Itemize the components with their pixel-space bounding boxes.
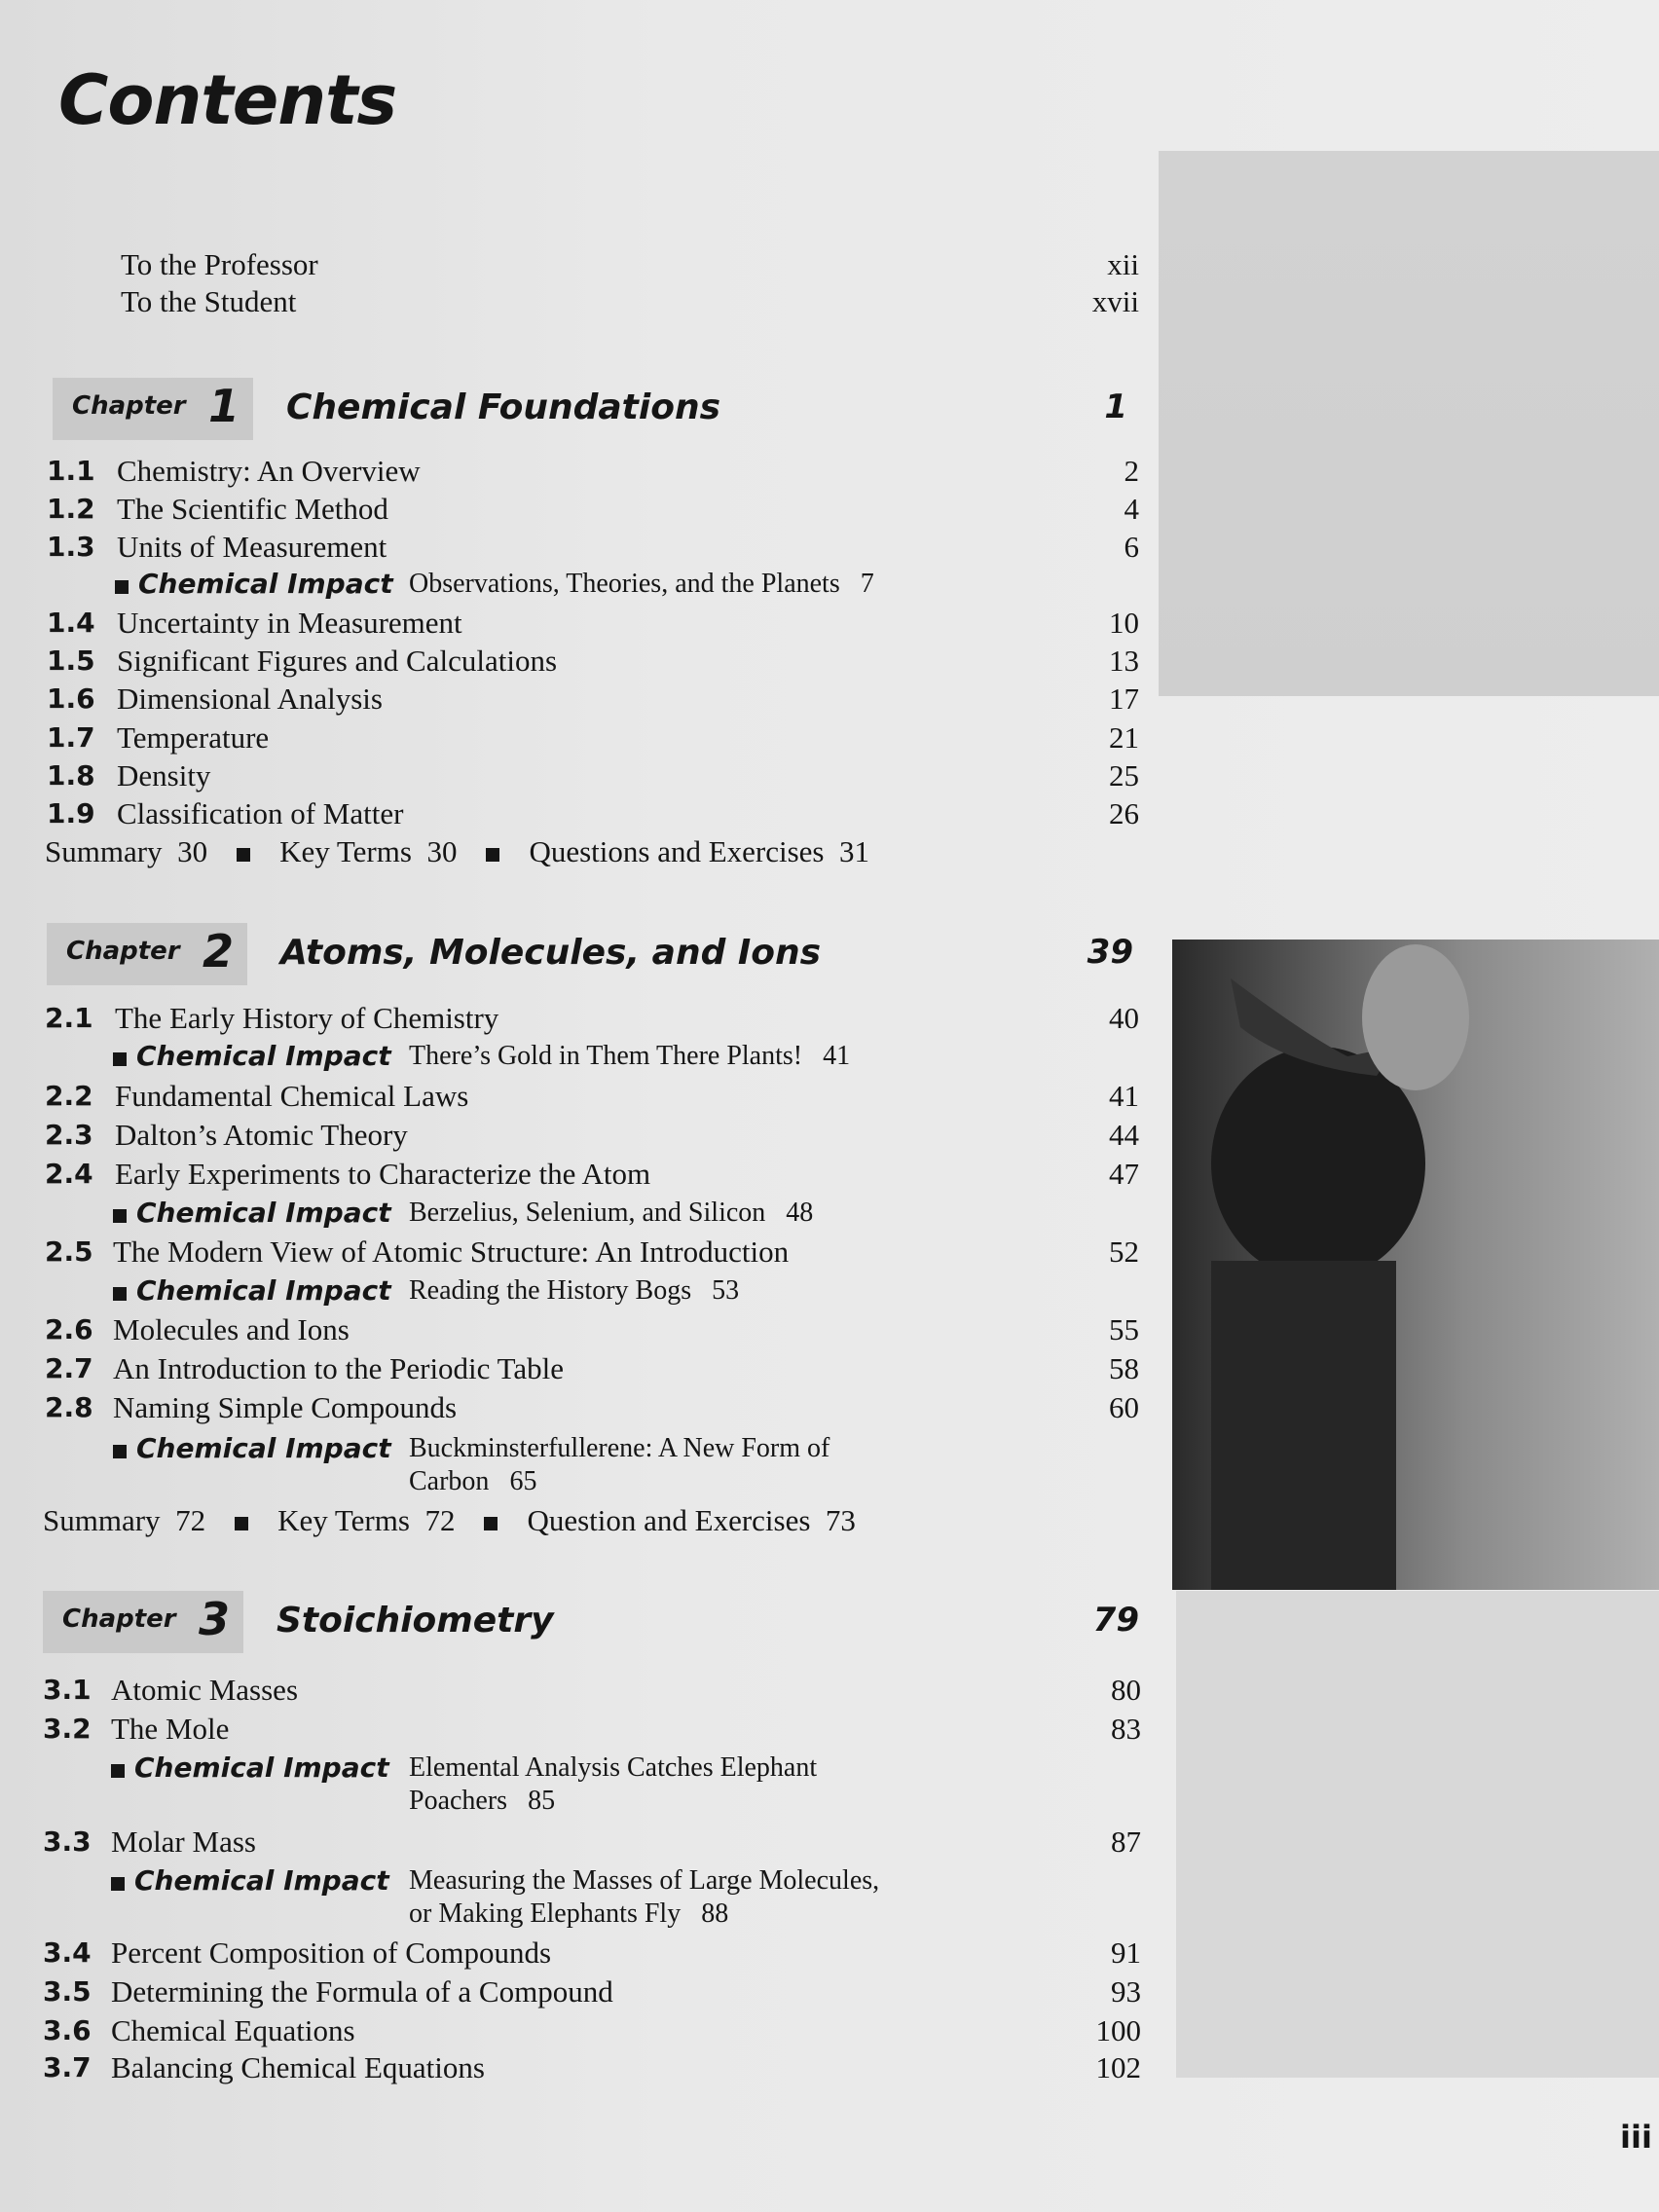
section-number: 2.8 [45,1391,93,1423]
chemical-impact-label: Chemical Impact [136,1197,391,1229]
section-page: 13 [1109,644,1139,678]
page-title: Contents [58,60,397,140]
chapter-heading-1[interactable] [53,378,1127,440]
section-page: 55 [1109,1312,1139,1346]
chemical-impact-title: Buckminsterfullerene: A New Form of [409,1433,830,1463]
section-number: 1.5 [47,645,95,677]
chemical-impact-entry[interactable] [0,565,1659,604]
toc-section[interactable] [0,1934,1659,1972]
chapter-title: Chemical Foundations [286,387,721,427]
section-label: Density [117,758,211,793]
section-number: 2.1 [45,1002,93,1034]
chapter-page: 39 [1087,933,1133,972]
section-label: Temperature [117,720,270,755]
toc-section[interactable] [0,642,1659,681]
chemical-impact-page: 65 [509,1466,537,1496]
bullet-square-icon [486,848,499,862]
key-terms-label: Key Terms [279,834,412,868]
section-number: 2.4 [45,1158,93,1190]
bullet-square-icon [237,848,250,862]
chapter-summary-line [45,832,869,871]
key-terms-page: 72 [424,1503,456,1537]
section-label: Uncertainty in Measurement [117,606,462,640]
section-number: 3.1 [43,1674,92,1706]
section-label: Units of Measurement [117,530,387,564]
toc-section[interactable] [0,452,1659,491]
section-number: 3.7 [43,2051,92,2083]
section-number: 1.8 [47,759,95,792]
chemical-impact-label: Chemical Impact [138,568,393,600]
section-page: 26 [1109,796,1139,830]
summary-label: Summary [43,1503,161,1537]
section-page: 17 [1109,682,1139,716]
chapter-word: Chapter [66,937,180,966]
section-page: 58 [1109,1351,1139,1385]
section-page: 2 [1124,454,1139,488]
section-number: 1.1 [47,455,95,487]
section-page: 80 [1111,1673,1141,1707]
section-page: 6 [1124,530,1139,564]
key-terms-label: Key Terms [277,1503,410,1537]
chapter-heading-2[interactable] [47,923,1133,985]
chemical-impact-label: Chemical Impact [134,1751,389,1784]
bullet-square-icon [111,1877,125,1891]
toc-section[interactable] [0,1972,1659,2011]
section-label: Dimensional Analysis [117,682,383,716]
chemical-impact-continuation [0,1462,1659,1501]
section-number: 1.4 [47,607,95,639]
chapter-word: Chapter [62,1604,176,1634]
section-page: 41 [1109,1079,1139,1113]
section-page: 52 [1109,1235,1139,1269]
section-label: Significant Figures and Calculations [117,644,558,678]
section-label: Chemical Equations [111,2013,355,2047]
section-label: Percent Composition of Compounds [111,1936,552,1970]
section-number: 2.5 [45,1235,93,1268]
section-number: 3.6 [43,2014,92,2046]
chapter-title: Atoms, Molecules, and Ions [280,933,822,973]
chemical-impact [113,1037,405,1077]
chemical-impact-label: Chemical Impact [134,1864,389,1897]
section-page: 91 [1111,1936,1141,1970]
section-page: 4 [1124,492,1139,526]
toc-front-student[interactable] [0,282,1659,321]
chemical-impact-page: 48 [786,1198,814,1228]
toc-label: To the Student [121,284,297,318]
section-label: Naming Simple Compounds [113,1390,458,1424]
chemical-impact-page: 53 [712,1275,740,1306]
chapter-word: Chapter [72,391,186,421]
chapter-number: 3 [199,1593,231,1645]
toc-section[interactable] [0,680,1659,719]
summary-label: Summary [45,834,163,868]
section-label: Atomic Masses [111,1673,299,1707]
section-label: Determining the Formula of a Compound [111,1974,613,2009]
section-page: 40 [1109,1001,1139,1035]
chemical-impact-page: 7 [860,569,874,599]
chemical-impact-title: There’s Gold in Them There Plants! 41 [409,1041,851,1071]
section-label: An Introduction to the Periodic Table [113,1351,565,1385]
chemical-impact-title: Measuring the Masses of Large Molecules, [409,1865,880,1896]
chemical-impact-page: 41 [823,1041,851,1071]
chemical-impact-label: Chemical Impact [136,1040,391,1072]
section-page: 102 [1095,2050,1141,2084]
toc-section[interactable] [0,490,1659,529]
chemical-impact-title: Berzelius, Selenium, and Silicon 48 [409,1198,814,1228]
chemical-impact [113,1194,405,1234]
questions-label: Questions and Exercises [529,834,825,868]
chapter-number: 2 [203,925,235,977]
chemical-impact-entry[interactable] [0,1194,1659,1233]
section-page: 93 [1111,1974,1141,2009]
chapter-title: Stoichiometry [276,1601,554,1641]
section-page: 83 [1111,1712,1141,1746]
section-page: 47 [1109,1157,1139,1191]
section-label: Balancing Chemical Equations [111,2050,485,2084]
chemical-impact-page: 88 [701,1899,729,1929]
page-folio: iii [1620,2119,1652,2156]
section-page: 100 [1095,2013,1141,2047]
chemical-impact [115,565,407,605]
chapter-heading-3[interactable] [43,1591,1139,1653]
chemical-impact [113,1272,405,1311]
section-number: 1.3 [47,531,95,563]
section-number: 1.7 [47,721,95,754]
toc-section[interactable] [0,1349,1659,1388]
section-number: 3.5 [43,1975,92,2008]
section-label: The Early History of Chemistry [115,1001,499,1035]
bullet-square-icon [113,1445,127,1458]
toc-section[interactable] [0,999,1659,1038]
chemical-impact-title: Observations, Theories, and the Planets 7 [409,569,874,599]
section-label: Molar Mass [111,1825,256,1859]
bullet-square-icon [484,1517,498,1530]
bullet-square-icon [235,1517,248,1530]
chemical-impact-page: 85 [528,1786,556,1816]
chemical-impact-title-cont: Carbon 65 [409,1466,537,1496]
section-number: 1.2 [47,493,95,525]
chapter-summary-line [43,1501,856,1540]
section-number: 3.2 [43,1713,92,1745]
section-label: Classification of Matter [117,796,404,830]
section-number: 2.6 [45,1313,93,1346]
section-number: 3.3 [43,1825,92,1858]
section-label: Fundamental Chemical Laws [115,1079,469,1113]
toc-section[interactable] [0,1388,1659,1427]
toc-section[interactable] [0,1310,1659,1349]
section-page: 87 [1111,1825,1141,1859]
chemical-impact-label: Chemical Impact [136,1274,391,1307]
section-number: 2.3 [45,1119,93,1151]
bullet-square-icon [113,1052,127,1066]
section-number: 1.9 [47,797,95,830]
bullet-square-icon [111,1764,125,1778]
questions-page: 73 [825,1503,856,1537]
section-number: 1.6 [47,682,95,715]
chapter-page: 1 [1104,387,1127,426]
toc-section[interactable] [0,2011,1659,2050]
section-number: 2.7 [45,1352,93,1384]
toc-section[interactable] [0,1233,1659,1272]
section-page: 21 [1109,720,1139,755]
toc-front-professor[interactable] [0,245,1659,284]
bullet-square-icon [115,580,129,594]
toc-section[interactable] [0,1671,1659,1710]
section-label: Chemistry: An Overview [117,454,421,488]
chemical-impact-continuation [0,1895,1659,1934]
toc-section[interactable] [0,2048,1659,2087]
toc-page: xii [1107,247,1139,281]
section-label: Early Experiments to Characterize the Atom [115,1157,651,1191]
chemical-impact-title-cont: or Making Elephants Fly 88 [409,1899,729,1929]
chemical-impact-entry[interactable] [0,1272,1659,1310]
key-terms-page: 30 [426,834,458,868]
toc-section[interactable] [0,756,1659,795]
section-label: Dalton’s Atomic Theory [115,1118,408,1152]
toc-section[interactable] [0,604,1659,643]
bullet-square-icon [113,1209,127,1223]
toc-section[interactable] [0,1155,1659,1194]
section-page: 25 [1109,758,1139,793]
chemical-impact-continuation [0,1782,1659,1821]
questions-page: 31 [838,834,869,868]
section-label: The Scientific Method [117,492,388,526]
questions-label: Question and Exercises [527,1503,811,1537]
toc-section[interactable] [0,719,1659,757]
section-label: The Mole [111,1712,230,1746]
toc-page: xvii [1091,284,1139,318]
section-label: Molecules and Ions [113,1312,350,1346]
chemical-impact-title: Elemental Analysis Catches Elephant [409,1752,818,1783]
toc-section[interactable] [0,1710,1659,1749]
toc-section[interactable] [0,1823,1659,1862]
section-page: 60 [1109,1390,1139,1424]
section-label: The Modern View of Atomic Structure: An Introduction [113,1235,790,1269]
summary-page: 30 [177,834,208,868]
chemical-impact-label: Chemical Impact [136,1432,391,1464]
section-page: 44 [1109,1118,1139,1152]
section-number: 2.2 [45,1080,93,1112]
chemical-impact-title-cont: Poachers 85 [409,1786,556,1816]
summary-page: 72 [175,1503,206,1537]
chemical-impact-entry[interactable] [0,1037,1659,1076]
section-page: 10 [1109,606,1139,640]
chapter-number: 1 [208,380,240,432]
toc-section[interactable] [0,1077,1659,1116]
toc-section[interactable] [0,1116,1659,1155]
bullet-square-icon [113,1287,127,1301]
toc-section[interactable] [0,794,1659,833]
chapter-page: 79 [1092,1601,1139,1640]
chemical-impact-title: Reading the History Bogs 53 [409,1275,740,1306]
section-number: 3.4 [43,1936,92,1969]
toc-section[interactable] [0,528,1659,567]
toc-label: To the Professor [121,247,318,281]
